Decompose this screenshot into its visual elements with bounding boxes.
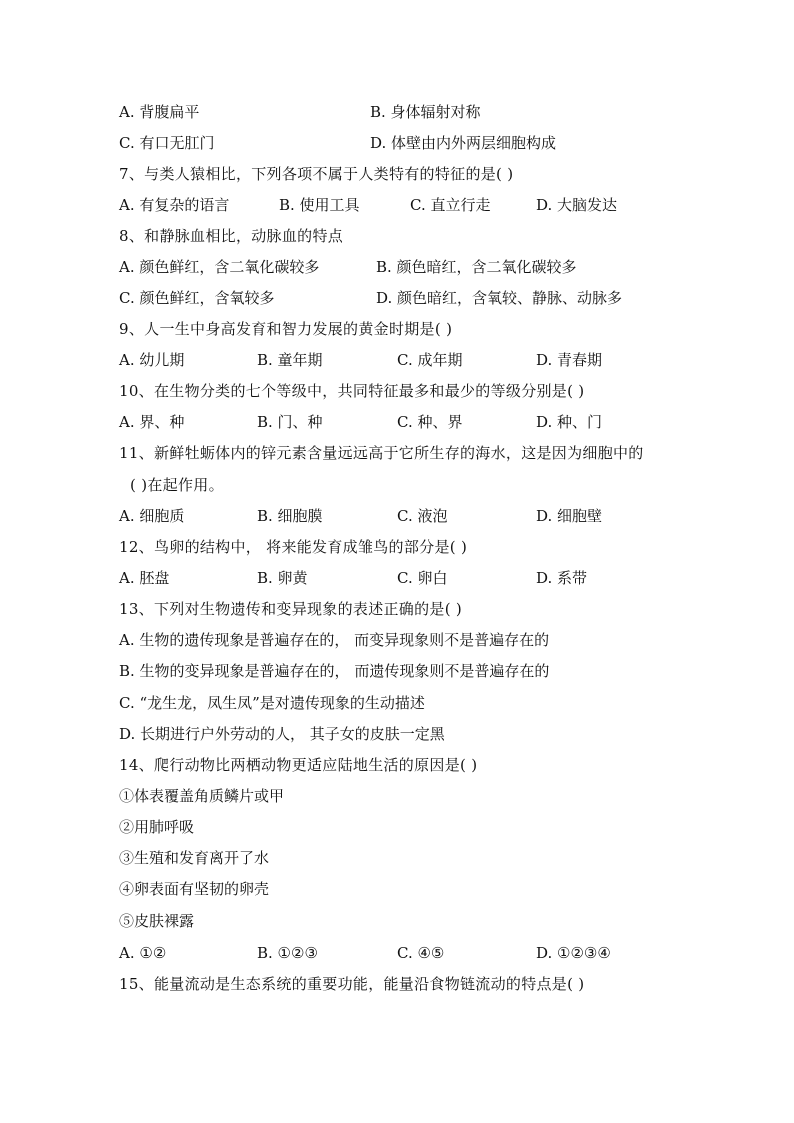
q13-stem: 13、下列对生物遗传和变异现象的表述正确的是( ) (119, 600, 463, 618)
q6-option-b: B. 身体辐射对称 (370, 103, 481, 121)
q14-stem: 14、爬行动物比两栖动物更适应陆地生活的原因是( ) (119, 756, 478, 774)
q8-option-a: A. 颜色鲜红，含二氧化碳较多 (119, 258, 320, 276)
q14-item-5: ⑤皮肤裸露 (119, 912, 195, 930)
q12-stem: 12、鸟卵的结构中， 将来能发育成雏鸟的部分是( ) (119, 538, 468, 556)
q11-option-d: D. 细胞壁 (536, 507, 603, 525)
q13-option-a: A. 生物的遗传现象是普遍存在的， 而变异现象则不是普遍存在的 (119, 631, 550, 649)
q9-option-d: D. 青春期 (536, 351, 603, 369)
q12-option-d: D. 系带 (536, 569, 588, 587)
q12-option-b: B. 卵黄 (257, 569, 308, 587)
q7-option-d: D. 大脑发达 (536, 196, 618, 214)
q13-option-c: C. “龙生龙，凤生凤”是对遗传现象的生动描述 (119, 694, 425, 712)
q11-option-a: A. 细胞质 (119, 507, 185, 525)
q11-option-c: C. 液泡 (397, 507, 448, 525)
q12-option-c: C. 卵白 (397, 569, 448, 587)
q13-option-d: D. 长期进行户外劳动的人， 其子女的皮肤一定黑 (119, 725, 445, 743)
q11-stem-line1: 11、新鲜牡蛎体内的锌元素含量远远高于它所生存的海水，这是因为细胞中的 (119, 444, 644, 462)
q9-option-a: A. 幼儿期 (119, 351, 185, 369)
q10-stem: 10、在生物分类的七个等级中，共同特征最多和最少的等级分别是( ) (119, 382, 585, 400)
q9-option-b: B. 童年期 (257, 351, 323, 369)
q14-option-c: C. ④⑤ (397, 944, 445, 962)
q8-option-b: B. 颜色暗红，含二氧化碳较多 (376, 258, 577, 276)
q7-option-b: B. 使用工具 (279, 196, 360, 214)
q8-stem: 8、和静脉血相比，动脉血的特点 (119, 227, 344, 245)
q14-item-2: ②用肺呼吸 (119, 818, 195, 836)
q10-option-a: A. 界、种 (119, 413, 185, 431)
q6-option-a: A. 背腹扁平 (119, 103, 200, 121)
q14-item-3: ③生殖和发育离开了水 (119, 849, 270, 867)
q14-option-a: A. ①② (119, 944, 167, 962)
q6-option-c: C. 有口无肛门 (119, 134, 215, 152)
q11-stem-line2: ( )在起作用。 (130, 476, 224, 494)
q7-stem: 7、与类人猿相比，下列各项不属于人类特有的特征的是( ) (119, 165, 514, 183)
q14-option-d: D. ①②③④ (536, 944, 611, 962)
q9-stem: 9、人一生中身高发育和智力发展的黄金时期是( ) (119, 320, 453, 338)
q14-item-4: ④卵表面有坚韧的卵壳 (119, 880, 270, 898)
q10-option-b: B. 门、种 (257, 413, 323, 431)
q7-option-a: A. 有复杂的语言 (119, 196, 230, 214)
q15-stem: 15、能量流动是生态系统的重要功能，能量沿食物链流动的特点是( ) (119, 975, 585, 993)
q14-item-1: ①体表覆盖角质鳞片或甲 (119, 787, 285, 805)
q8-option-c: C. 颜色鲜红，含氧较多 (119, 289, 275, 307)
q10-option-d: D. 种、门 (536, 413, 603, 431)
q13-option-b: B. 生物的变异现象是普遍存在的， 而遗传现象则不是普遍存在的 (119, 662, 550, 680)
q9-option-c: C. 成年期 (397, 351, 463, 369)
q10-option-c: C. 种、界 (397, 413, 463, 431)
q6-option-d: D. 体壁由内外两层细胞构成 (370, 134, 557, 152)
q14-option-b: B. ①②③ (257, 944, 318, 962)
q7-option-c: C. 直立行走 (410, 196, 491, 214)
q12-option-a: A. 胚盘 (119, 569, 170, 587)
q11-option-b: B. 细胞膜 (257, 507, 323, 525)
q8-option-d: D. 颜色暗红，含氧较、静脉、动脉多 (376, 289, 623, 307)
